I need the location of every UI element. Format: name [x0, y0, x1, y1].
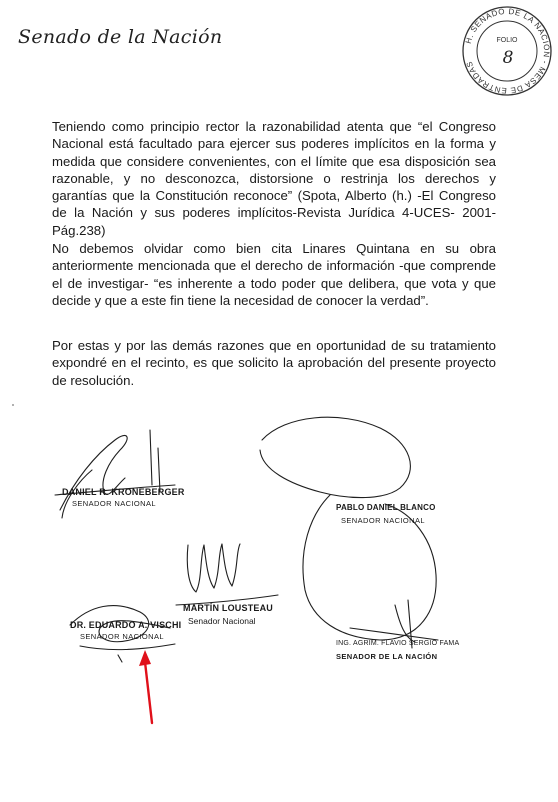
blanco-signature: [260, 417, 436, 640]
mesa-de-entradas-seal: [460, 4, 554, 98]
signer-name-fama: ING. AGRIM. FLAVIO SERGIO FAMA: [336, 640, 460, 647]
signer-role-kroneberger: SENADOR NACIONAL: [72, 499, 156, 508]
signatures-block: [0, 400, 558, 730]
seal-folio-number: 8: [502, 48, 514, 68]
signer-name-lousteau: MARTÍN LOUSTEAU: [183, 603, 273, 613]
red-arrow-annotation: [139, 650, 152, 723]
signer-name-blanco: PABLO DANIEL BLANCO: [336, 503, 436, 512]
seal-ring-text: H. SENADO DE LA NACIÓN - MESA DE ENTRADAS: [463, 6, 552, 96]
signer-name-vischi: DR. EDUARDO A. VISCHI: [70, 620, 182, 630]
body-paragraph-1: Teniendo como principio rector la razonabilidad atenta que “el Congreso Nacional está facultado para ejercer sus poderes implícitos en la forma y medida que considere convenientes, con el límite que esa disposición sea razonable, y no desconozca, distorsione o restrinja los derechos y garantías que la Constitución reconoce” (Spota, Alberto (h.) -El Congreso de la Nación y sus poderes implícitos-Revista Jurídica 4-UCES- 2001- Pág.238): [52, 119, 496, 238]
signer-role-fama: SENADOR DE LA NACIÓN: [336, 652, 438, 661]
signer-role-vischi: SENADOR NACIONAL: [80, 632, 164, 641]
seal-folio-label: FOLIO: [496, 37, 518, 44]
handwritten-signatures: [0, 400, 558, 730]
signer-name-kroneberger: DANIEL R. KRONEBERGER: [62, 487, 185, 497]
body-paragraph-2: No debemos olvidar como bien cita Linares Quintana en su obra anteriormente mencionada que el derecho de información -que comprende el de investigar- “es inherente a todo poder que delibera, que vota y que decide y que a este fin tiene la necesidad de conocer la verdad”.: [52, 241, 496, 308]
senate-letterhead-title: Senado de la Nación: [18, 26, 223, 48]
body-paragraph-3: Por estas y por las demás razones que en oportunidad de su tratamiento expondré en el recinto, es que solicito la aprobación del presente proyecto de resolución.: [52, 338, 496, 388]
scan-speck: [12, 404, 14, 406]
signer-role-lousteau: Senador Nacional: [188, 616, 256, 626]
signer-role-blanco: SENADOR NACIONAL: [341, 516, 425, 525]
lousteau-signature: [176, 544, 278, 605]
